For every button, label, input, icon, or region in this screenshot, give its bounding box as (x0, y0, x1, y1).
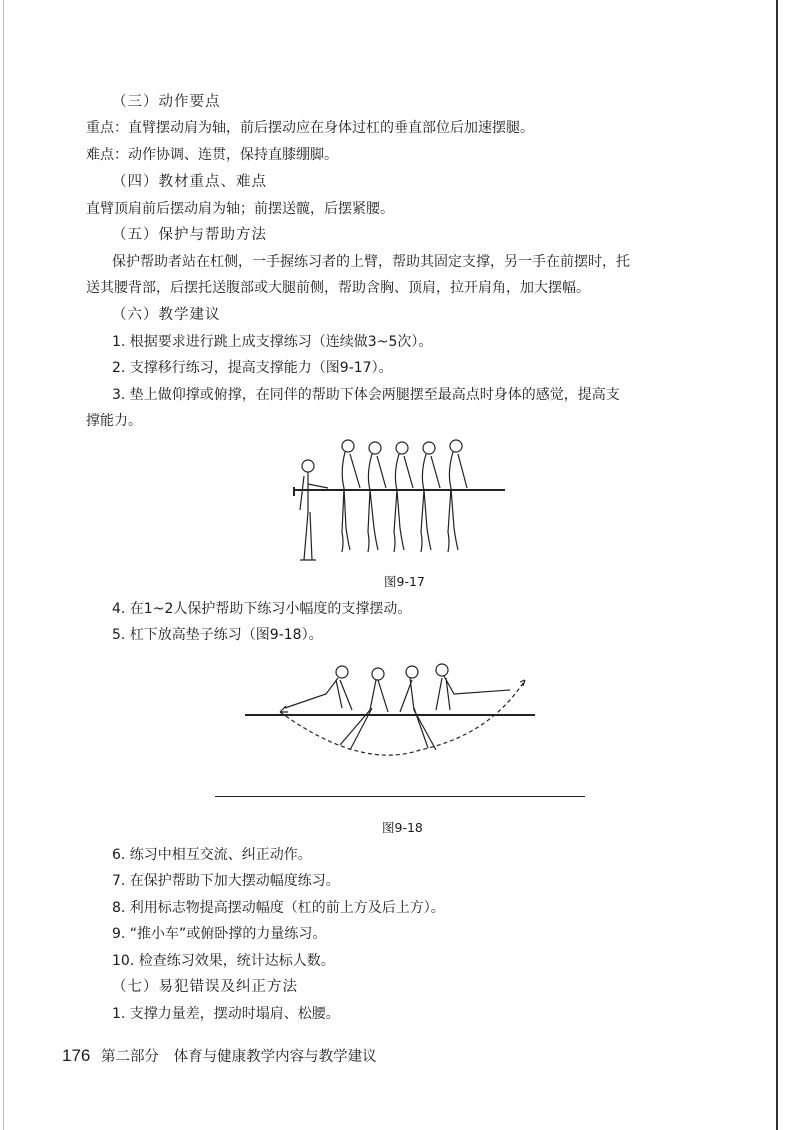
section7-item-1: 1. 支撑力量差，摆动时塌肩、松腰。 (112, 1006, 340, 1022)
section6-item-8: 8. 利用标志物提高摆动幅度（杠的前上方及后上方）。 (112, 900, 445, 916)
figure-divider (215, 796, 585, 797)
footer-part: 第二部分 (100, 1049, 159, 1065)
section6-item-5: 5. 杠下放高垫子练习（图9-18）。 (112, 627, 323, 643)
section6-item-1: 1. 根据要求进行跳上成支撑练习（连续做3~5次）。 (112, 334, 433, 350)
section7-heading: （七）易犯错误及纠正方法 (112, 979, 298, 995)
section6-item-2: 2. 支撑移行练习，提高支撑能力（图9-17）。 (112, 360, 393, 376)
section5-line1: 保护帮助者站在杠侧，一手握练习者的上臂，帮助其固定支撑，另一手在前摆时，托 (112, 254, 630, 270)
figure-9-18-caption: 图9-18 (382, 820, 423, 835)
section6-item-4: 4. 在1~2人保护帮助下练习小幅度的支撑摆动。 (112, 601, 412, 617)
page-footer (62, 1046, 377, 1067)
footer-title: 体育与健康教学内容与教学建议 (173, 1049, 377, 1065)
section6-item-6: 6. 练习中相互交流、纠正动作。 (112, 847, 312, 863)
page-number: 176 (62, 1046, 91, 1065)
section6-item-3: 3. 垫上做仰撑或俯撑，在同伴的帮助下体会两腿摆至最高点时身体的感觉，提高支 (112, 387, 620, 403)
section6-item-9: 9. “推小车”或俯卧撑的力量练习。 (112, 926, 327, 942)
figure-9-17-caption: 图9-17 (384, 574, 425, 589)
scan-edge-line (776, 0, 778, 1130)
section3-heading: （三）动作要点 (112, 94, 221, 110)
figure-9-18 (240, 650, 540, 760)
section4-heading: （四）教材重点、难点 (112, 174, 267, 190)
section6-heading: （六）教学建议 (112, 307, 221, 323)
section6-item-7: 7. 在保护帮助下加大摆动幅度练习。 (112, 873, 340, 889)
section3-key-point: 重点：直臂摆动肩为轴，前后摆动应在身体过杠的垂直部位后加速摆腿。 (86, 120, 534, 136)
section3-difficulty: 难点：动作协调、连贯，保持直膝绷脚。 (86, 147, 338, 163)
scan-edge-left (3, 0, 4, 1130)
section5-heading: （五）保护与帮助方法 (112, 227, 267, 243)
section6-item-3-cont: 撑能力。 (86, 413, 142, 429)
figure-9-17 (290, 432, 510, 572)
section4-text: 直臂顶肩前后摆动肩为轴；前摆送髋，后摆紧腰。 (86, 201, 394, 217)
section6-item-10: 10. 检查练习效果，统计达标人数。 (112, 953, 335, 969)
section5-line2: 送其腰背部，后摆托送腹部或大腿前侧，帮助含胸、顶肩，拉开肩角，加大摆幅。 (86, 280, 590, 296)
